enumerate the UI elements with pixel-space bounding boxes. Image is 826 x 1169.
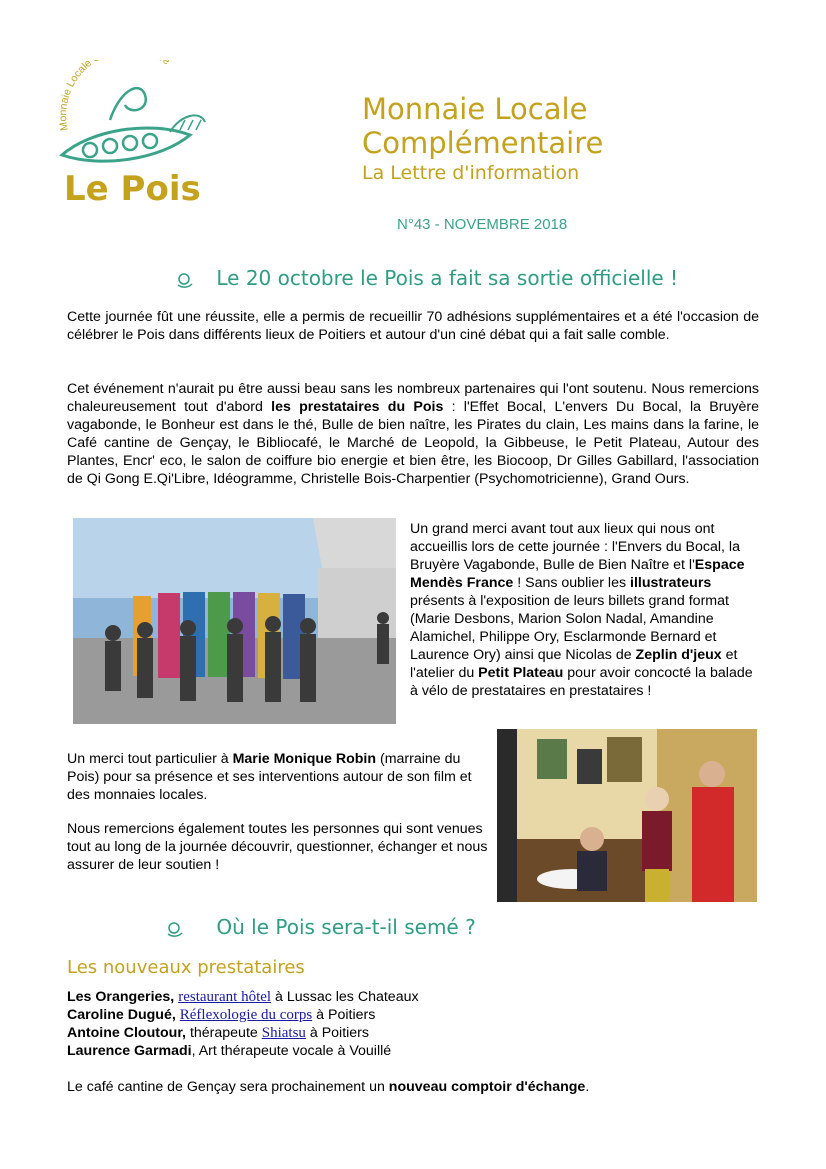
paragraph-intro: Cette journée fût une réussite, elle a permis de recueillir 70 adhésions supplémentaires et a été l'occasion de célébrer le Pois dans différents lieux de Poitiers et autour d'un ciné débat qui a fait salle comble. [67, 309, 759, 343]
text-span: Un merci tout particulier à [67, 751, 233, 767]
title-line-2: Complémentaire [362, 126, 604, 160]
bold-span: Zeplin d'jeux [635, 647, 722, 663]
provider-link[interactable]: Réflexologie du corps [179, 1007, 313, 1023]
pea-bullet-icon [166, 920, 184, 938]
provider-item [67, 1024, 667, 1042]
text-span: , Art thérapeute vocale à Vouillé [191, 1043, 392, 1059]
bold-span: Petit Plateau [478, 665, 564, 681]
provider-item [67, 1042, 667, 1060]
photo-exhibition [73, 518, 396, 724]
section1-heading-text: Le 20 octobre le Pois a fait sa sortie officielle ! [216, 266, 679, 290]
provider-name: Antoine Cloutour, [67, 1025, 186, 1041]
text-span: Le café cantine de Gençay sera prochainement un [67, 1079, 389, 1095]
newsletter-title [362, 92, 603, 186]
text-span: présents à l'exposition de leurs billets grand format (Marie Desbons, Marion Solon Nadal, Amandine Alamichel, Philippe Ory, Esclarmonde Bernard et Laurence Ory) ainsi que Nicolas de [410, 593, 729, 663]
bold-span: Espace Mendès France [410, 557, 745, 591]
providers-list [67, 988, 667, 1060]
newsletter-subtitle: La Lettre d'information [362, 162, 580, 184]
paragraph-marraine [67, 750, 491, 804]
provider-name: Caroline Dugué, [67, 1007, 176, 1023]
photo-bookshop [497, 729, 757, 902]
text-span: : l'Effet Bocal, L'envers Du Bocal, la Bruyère vagabonde, le Bonheur est dans le thé, Bulle de bien naître, les Pirates du clain, Les mains dans la farine, le Café cantine de Gençay, le Bibliocafé, le Marché de Leopold, la Gibbeuse, le Petit Plateau, Autour des Plantes, Encr' eco, le salon de coiffure bio energie et bien être, les Biocoop, Dr Gilles Gabillard, l'association de Qi Gong E.Qi'Libre, Idéogramme, Christelle Bois-Charpentier (Psychomotricienne), Grand Ours. [67, 399, 759, 487]
text-span: à Poitiers [312, 1007, 376, 1023]
le-pois-logo [50, 60, 220, 225]
text-span: (marraine du Pois) pour sa présence et ses interventions autour de son film et des monnaies locales. [67, 751, 472, 803]
text-span: . [585, 1079, 590, 1095]
bold-span: nouveau comptoir d'échange [388, 1079, 586, 1095]
pea-bullet-icon [176, 271, 194, 289]
paragraph-venues [410, 520, 760, 700]
paragraph-partners [67, 380, 759, 488]
bold-span: Marie Monique Robin [232, 751, 377, 767]
issue-number: N°43 - NOVEMBRE 2018 [397, 216, 568, 233]
section2-heading-text: Où le Pois sera-t-il semé ? [216, 915, 476, 939]
provider-name: Laurence Garmadi [67, 1043, 192, 1059]
provider-item [67, 988, 667, 1006]
logo-name: Le Pois [64, 169, 201, 209]
pea-pod-logo-icon [50, 60, 220, 225]
section1-heading [176, 266, 678, 290]
provider-name: Les Orangeries, [67, 989, 175, 1005]
text-span: pour avoir concocté la balade à vélo de prestataires en prestataires ! [410, 665, 753, 699]
text-span: thérapeute [186, 1025, 262, 1041]
bold-span: illustrateurs [630, 575, 712, 591]
new-providers-heading: Les nouveaux prestataires [67, 957, 305, 978]
provider-link[interactable]: restaurant hôtel [178, 989, 272, 1005]
text-span: à Poitiers [305, 1025, 370, 1041]
text-span: et l'atelier du [410, 647, 738, 681]
text-span: ! Sans oublier les [513, 575, 631, 591]
title-line-1: Monnaie Locale [362, 92, 588, 126]
text-span: Un grand merci avant tout aux lieux qui nous ont accueillis lors de cette journée : l'Envers du Bocal, la Bruyère Vagabonde, Bulle de Bien Naître et l' [410, 521, 740, 573]
logo-arc-text: Monnaie Locale e [57, 60, 173, 132]
bold-span: les prestataires du Pois [271, 399, 444, 415]
provider-item [67, 1006, 667, 1024]
provider-link[interactable]: Shiatsu [261, 1025, 306, 1041]
paragraph-closing [67, 1078, 759, 1096]
section2-heading [166, 915, 476, 939]
paragraph-thanks: Nous remercions également toutes les personnes qui sont venues tout au long de la journée découvrir, questionner, échanger et nous assurer de leur soutien ! [67, 821, 488, 873]
text-span: à Lussac les Chateaux [271, 989, 419, 1005]
text-span: Cet événement n'aurait pu être aussi beau sans les nombreux partenaires qui l'ont soutenu. Nous remercions chaleureusement tout d'abord [67, 381, 759, 415]
